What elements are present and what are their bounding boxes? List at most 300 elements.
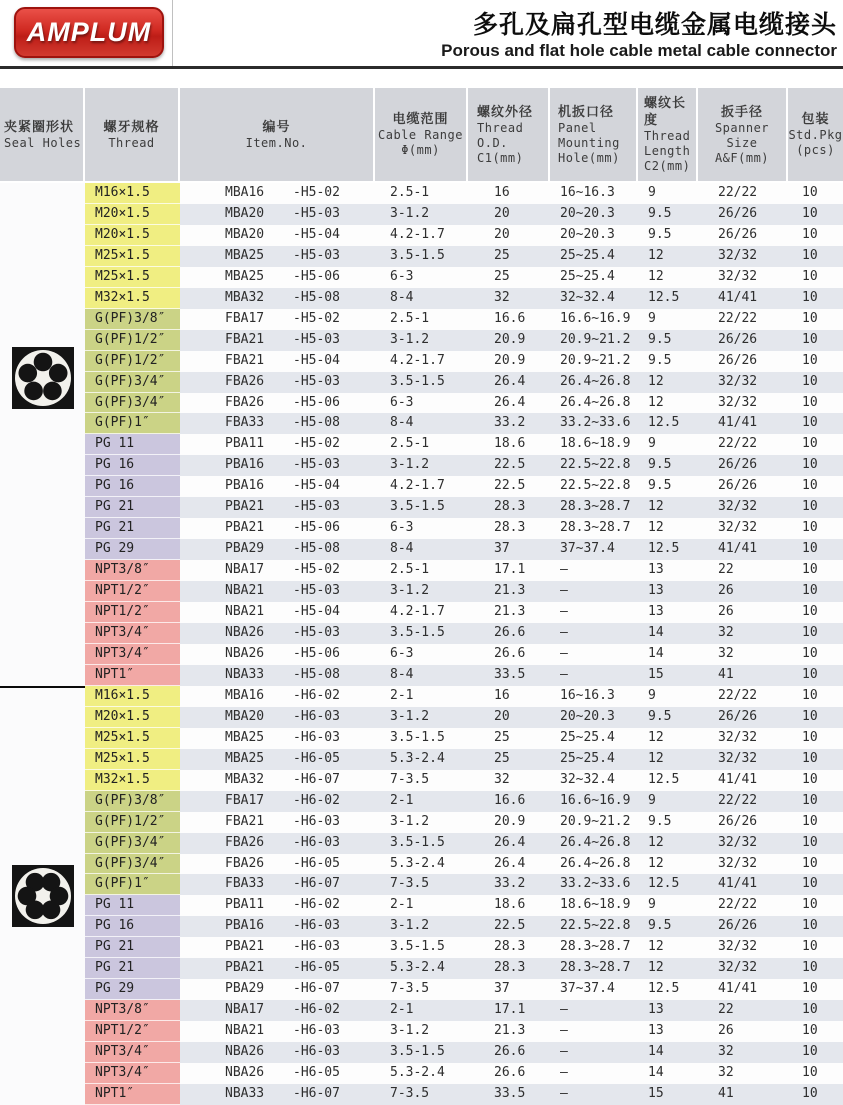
panel-hole-cell: 28.3~28.7 [560, 960, 631, 976]
item-prefix: FBA33 [225, 415, 265, 431]
std-pkg-cell: 10 [802, 583, 818, 599]
table-row [85, 1021, 843, 1042]
column-header-cn: 螺纹长度 [644, 96, 687, 128]
panel-hole-cell: 22.5~22.8 [560, 478, 631, 494]
item-suffix: -H5-04 [293, 604, 340, 620]
spanner-size-cell: 41/41 [718, 981, 758, 997]
table-row [85, 1042, 843, 1063]
item-prefix: PBA21 [225, 960, 265, 976]
std-pkg-cell: 10 [802, 247, 818, 263]
spanner-size-cell: 26/26 [718, 205, 758, 221]
spanner-size-cell: 22 [718, 1002, 734, 1018]
spanner-size-cell: 32/32 [718, 939, 758, 955]
column-header-od [468, 88, 550, 181]
thread-spec-cell: PG 21 [85, 958, 180, 979]
item-no-cell [180, 330, 375, 351]
thread-length-cell: 12 [648, 939, 664, 955]
thread-spec-cell: PG 16 [85, 455, 180, 476]
column-header-en: Hole(mm) [558, 150, 620, 165]
std-pkg-cell: 10 [802, 813, 818, 829]
thread-spec-cell: M25×1.5 [85, 267, 180, 288]
spanner-size-cell: 32 [718, 645, 734, 661]
spanner-size-cell: 26/26 [718, 478, 758, 494]
item-prefix: NBA33 [225, 666, 265, 682]
table-header-row [0, 88, 843, 181]
std-pkg-cell: 10 [802, 604, 818, 620]
item-suffix: -H5-08 [293, 666, 340, 682]
item-no-cell [180, 476, 375, 497]
column-header-en: C2(mm) [644, 159, 691, 173]
item-no-cell [180, 309, 375, 330]
std-pkg-cell: 10 [802, 981, 818, 997]
table-body [0, 183, 843, 1105]
thread-spec-cell: G(PF)1″ [85, 413, 180, 434]
thread-length-cell: 9.5 [648, 457, 672, 473]
table-row [85, 518, 843, 539]
table-row [85, 749, 843, 770]
header-rule [0, 66, 843, 69]
cable-range-cell: 2-1 [390, 897, 414, 913]
table-row [85, 372, 843, 393]
thread-spec-cell: M25×1.5 [85, 728, 180, 749]
item-prefix: PBA16 [225, 918, 265, 934]
thread-length-cell: 12 [648, 499, 664, 515]
thread-spec-cell: G(PF)3/8″ [85, 791, 180, 812]
thread-od-cell: 33.2 [494, 415, 526, 431]
cable-range-cell: 3-1.2 [390, 813, 430, 829]
panel-hole-cell: – [560, 604, 568, 620]
item-prefix: FBA21 [225, 331, 265, 347]
seal-5-holes-icon [12, 347, 74, 409]
title-english: Porous and flat hole cable metal cable connector [441, 41, 837, 60]
spanner-size-cell: 26/26 [718, 457, 758, 473]
cable-range-cell: 3.5-1.5 [390, 834, 445, 850]
thread-length-cell: 12.5 [648, 981, 680, 997]
std-pkg-cell: 10 [802, 1023, 818, 1039]
amplum-logo [14, 7, 164, 58]
thread-od-cell: 37 [494, 541, 510, 557]
panel-hole-cell: 33.2~33.6 [560, 876, 631, 892]
cable-range-cell: 3.5-1.5 [390, 499, 445, 515]
item-no-cell [180, 979, 375, 1000]
spanner-size-cell: 41/41 [718, 876, 758, 892]
spanner-size-cell: 32/32 [718, 960, 758, 976]
item-no-cell [180, 539, 375, 560]
table-row [85, 854, 843, 875]
thread-spec-cell: NPT3/4″ [85, 1042, 180, 1063]
thread-od-cell: 20.9 [494, 331, 526, 347]
item-no-cell [180, 1063, 375, 1084]
table-row [85, 581, 843, 602]
thread-length-cell: 13 [648, 562, 664, 578]
spanner-size-cell: 22 [718, 562, 734, 578]
item-suffix: -H6-07 [293, 981, 340, 997]
std-pkg-cell: 10 [802, 708, 818, 724]
thread-od-cell: 26.4 [494, 834, 526, 850]
thread-length-cell: 9.5 [648, 813, 672, 829]
item-prefix: MBA20 [225, 226, 265, 242]
column-header-en: A&F(mm) [714, 150, 770, 165]
cable-range-cell: 3.5-1.5 [390, 1044, 445, 1060]
cable-range-cell: 2.5-1 [390, 436, 430, 452]
cable-range-cell: 6-3 [390, 394, 414, 410]
thread-length-cell: 13 [648, 1002, 664, 1018]
thread-od-cell: 22.5 [494, 478, 526, 494]
thread-length-cell: 9.5 [648, 708, 672, 724]
thread-length-cell: 15 [648, 666, 664, 682]
thread-od-cell: 16 [494, 687, 510, 703]
thread-od-cell: 22.5 [494, 918, 526, 934]
item-suffix: -H5-02 [293, 185, 340, 200]
column-header-pkg [788, 88, 843, 181]
cable-range-cell: 3-1.2 [390, 918, 430, 934]
panel-hole-cell: – [560, 1044, 568, 1060]
item-suffix: -H6-03 [293, 708, 340, 724]
item-prefix: FBA26 [225, 834, 265, 850]
std-pkg-cell: 10 [802, 687, 818, 703]
std-pkg-cell: 10 [802, 645, 818, 661]
cable-range-cell: 8-4 [390, 415, 414, 431]
table-row [85, 958, 843, 979]
spanner-size-cell: 26 [718, 583, 734, 599]
item-no-cell [180, 413, 375, 434]
table-row [85, 665, 843, 686]
column-header-cn: 扳手径 [720, 104, 763, 120]
thread-spec-cell: PG 11 [85, 434, 180, 455]
std-pkg-cell: 10 [802, 226, 818, 242]
thread-length-cell: 14 [648, 645, 664, 661]
thread-od-cell: 28.3 [494, 499, 526, 515]
item-prefix: PBA29 [225, 981, 265, 997]
std-pkg-cell: 10 [802, 897, 818, 913]
item-suffix: -H5-08 [293, 289, 340, 305]
cable-range-cell: 7-3.5 [390, 771, 430, 787]
thread-length-cell: 12 [648, 729, 664, 745]
item-prefix: FBA21 [225, 813, 265, 829]
thread-length-cell: 9 [648, 185, 656, 200]
table-row [85, 351, 843, 372]
item-no-cell [180, 1042, 375, 1063]
thread-length-cell: 9.5 [648, 226, 672, 242]
item-no-cell [180, 434, 375, 455]
table-row [85, 1063, 843, 1084]
thread-od-cell: 16.6 [494, 792, 526, 808]
thread-od-cell: 32 [494, 289, 510, 305]
cable-range-cell: 3-1.2 [390, 457, 430, 473]
item-no-cell [180, 1021, 375, 1042]
cable-range-cell: 3.5-1.5 [390, 247, 445, 263]
table-row [85, 623, 843, 644]
panel-hole-cell: – [560, 562, 568, 578]
thread-length-cell: 13 [648, 583, 664, 599]
panel-hole-cell: 20.9~21.2 [560, 331, 631, 347]
item-suffix: -H5-04 [293, 226, 340, 242]
spanner-size-cell: 41 [718, 1085, 734, 1101]
item-prefix: FBA21 [225, 352, 265, 368]
product-table [0, 88, 843, 1105]
std-pkg-cell: 10 [802, 834, 818, 850]
thread-spec-cell: M16×1.5 [85, 183, 180, 204]
thread-spec-cell: M25×1.5 [85, 246, 180, 267]
item-no-cell [180, 204, 375, 225]
panel-hole-cell: 18.6~18.9 [560, 897, 631, 913]
thread-od-cell: 28.3 [494, 960, 526, 976]
thread-od-cell: 20.9 [494, 813, 526, 829]
thread-od-cell: 18.6 [494, 897, 526, 913]
thread-length-cell: 12 [648, 247, 664, 263]
item-prefix: MBA16 [225, 185, 265, 200]
panel-hole-cell: – [560, 645, 568, 661]
thread-spec-cell: PG 11 [85, 895, 180, 916]
item-suffix: -H5-02 [293, 562, 340, 578]
item-prefix: MBA25 [225, 247, 265, 263]
table-row [85, 1084, 843, 1105]
thread-length-cell: 12.5 [648, 771, 680, 787]
spanner-size-cell: 26/26 [718, 813, 758, 829]
column-header-en: Std.Pkg [788, 128, 843, 142]
column-header-thread [85, 88, 180, 181]
item-prefix: MBA32 [225, 289, 265, 305]
column-header-en: Spanner Size [714, 120, 770, 150]
item-suffix: -H5-04 [293, 352, 340, 368]
spanner-size-cell: 26 [718, 604, 734, 620]
thread-length-cell: 9.5 [648, 331, 672, 347]
thread-length-cell: 12.5 [648, 415, 680, 431]
table-row [85, 476, 843, 497]
std-pkg-cell: 10 [802, 436, 818, 452]
table-row [85, 812, 843, 833]
table-row [85, 728, 843, 749]
thread-spec-cell: NPT3/8″ [85, 1000, 180, 1021]
item-no-cell [180, 665, 375, 686]
thread-spec-cell: M32×1.5 [85, 770, 180, 791]
thread-spec-cell: G(PF)1/2″ [85, 351, 180, 372]
item-no-cell [180, 854, 375, 875]
item-prefix: MBA20 [225, 708, 265, 724]
item-no-cell [180, 518, 375, 539]
cable-range-cell: 4.2-1.7 [390, 478, 445, 494]
item-no-cell [180, 874, 375, 895]
thread-length-cell: 9 [648, 687, 656, 703]
item-no-cell [180, 393, 375, 414]
table-row [85, 267, 843, 288]
seal-holes-cell [0, 686, 85, 1105]
cable-range-cell: 6-3 [390, 520, 414, 536]
item-prefix: MBA20 [225, 205, 265, 221]
panel-hole-cell: 16.6~16.9 [560, 792, 631, 808]
panel-hole-cell: 20~20.3 [560, 708, 615, 724]
spanner-size-cell: 22/22 [718, 897, 758, 913]
cable-range-cell: 4.2-1.7 [390, 226, 445, 242]
std-pkg-cell: 10 [802, 1085, 818, 1101]
column-header-spanner [698, 88, 788, 181]
panel-hole-cell: 33.2~33.6 [560, 415, 631, 431]
panel-hole-cell: – [560, 1085, 568, 1101]
std-pkg-cell: 10 [802, 541, 818, 557]
spanner-size-cell: 41/41 [718, 771, 758, 787]
column-header-en: Item.No. [245, 135, 308, 150]
thread-length-cell: 9.5 [648, 205, 672, 221]
item-prefix: FBA17 [225, 310, 265, 326]
cable-range-cell: 7-3.5 [390, 1085, 430, 1101]
spanner-size-cell: 26/26 [718, 708, 758, 724]
table-row [85, 288, 843, 309]
thread-length-cell: 13 [648, 604, 664, 620]
item-no-cell [180, 749, 375, 770]
std-pkg-cell: 10 [802, 750, 818, 766]
item-suffix: -H5-03 [293, 247, 340, 263]
thread-length-cell: 14 [648, 625, 664, 641]
item-no-cell [180, 497, 375, 518]
spanner-size-cell: 26/26 [718, 352, 758, 368]
thread-length-cell: 9 [648, 436, 656, 452]
thread-spec-cell: PG 29 [85, 539, 180, 560]
cable-range-cell: 6-3 [390, 268, 414, 284]
item-no-cell [180, 1084, 375, 1105]
cable-range-cell: 2-1 [390, 1002, 414, 1018]
item-suffix: -H5-03 [293, 331, 340, 347]
panel-hole-cell: – [560, 1023, 568, 1039]
std-pkg-cell: 10 [802, 478, 818, 494]
thread-length-cell: 14 [648, 1065, 664, 1081]
column-header-en: (pcs) [796, 143, 835, 157]
item-prefix: PBA16 [225, 478, 265, 494]
thread-spec-cell: M20×1.5 [85, 204, 180, 225]
std-pkg-cell: 10 [802, 331, 818, 347]
std-pkg-cell: 10 [802, 415, 818, 431]
panel-hole-cell: 32~32.4 [560, 289, 615, 305]
table-row [85, 874, 843, 895]
column-header-en: O.D. [477, 135, 508, 150]
item-prefix: FBA17 [225, 792, 265, 808]
item-suffix: -H6-03 [293, 834, 340, 850]
thread-od-cell: 18.6 [494, 436, 526, 452]
std-pkg-cell: 10 [802, 352, 818, 368]
thread-spec-cell: G(PF)1/2″ [85, 330, 180, 351]
table-row [85, 770, 843, 791]
thread-spec-cell: M32×1.5 [85, 288, 180, 309]
item-prefix: FBA26 [225, 394, 265, 410]
item-prefix: MBA32 [225, 771, 265, 787]
seal-image-wrap [12, 347, 74, 409]
item-prefix: NBA17 [225, 1002, 265, 1018]
item-no-cell [180, 225, 375, 246]
cable-range-cell: 4.2-1.7 [390, 352, 445, 368]
cable-range-cell: 3.5-1.5 [390, 625, 445, 641]
panel-hole-cell: 16~16.3 [560, 185, 615, 200]
panel-hole-cell: 28.3~28.7 [560, 939, 631, 955]
item-prefix: PBA16 [225, 457, 265, 473]
panel-hole-cell: 26.4~26.8 [560, 834, 631, 850]
item-prefix: PBA21 [225, 499, 265, 515]
item-no-cell [180, 351, 375, 372]
spanner-size-cell: 32/32 [718, 247, 758, 263]
thread-od-cell: 16.6 [494, 310, 526, 326]
cable-range-cell: 3.5-1.5 [390, 373, 445, 389]
thread-spec-cell: G(PF)1″ [85, 874, 180, 895]
item-suffix: -H6-03 [293, 1044, 340, 1060]
spanner-size-cell: 26/26 [718, 331, 758, 347]
item-prefix: NBA21 [225, 604, 265, 620]
thread-spec-cell: M16×1.5 [85, 686, 180, 707]
thread-length-cell: 12 [648, 268, 664, 284]
header-vertical-divider [172, 0, 173, 66]
cable-range-cell: 3.5-1.5 [390, 939, 445, 955]
cable-range-cell: 2.5-1 [390, 310, 430, 326]
item-suffix: -H5-06 [293, 268, 340, 284]
item-suffix: -H5-03 [293, 583, 340, 599]
spanner-size-cell: 26/26 [718, 918, 758, 934]
thread-spec-cell: NPT3/8″ [85, 560, 180, 581]
std-pkg-cell: 10 [802, 876, 818, 892]
thread-spec-cell: M20×1.5 [85, 707, 180, 728]
item-suffix: -H5-03 [293, 457, 340, 473]
thread-od-cell: 16 [494, 185, 510, 200]
spanner-size-cell: 41 [718, 666, 734, 682]
table-row [85, 937, 843, 958]
series-section-h5 [0, 183, 843, 686]
panel-hole-cell: 26.4~26.8 [560, 855, 631, 871]
thread-length-cell: 12.5 [648, 541, 680, 557]
table-row [85, 204, 843, 225]
thread-od-cell: 25 [494, 729, 510, 745]
cable-range-cell: 7-3.5 [390, 981, 430, 997]
item-suffix: -H6-05 [293, 750, 340, 766]
std-pkg-cell: 10 [802, 373, 818, 389]
cable-range-cell: 3.5-1.5 [390, 729, 445, 745]
item-no-cell [180, 560, 375, 581]
table-row [85, 393, 843, 414]
panel-hole-cell: 20.9~21.2 [560, 352, 631, 368]
panel-hole-cell: 26.4~26.8 [560, 373, 631, 389]
std-pkg-cell: 10 [802, 855, 818, 871]
cable-range-cell: 2.5-1 [390, 185, 430, 200]
panel-hole-cell: 18.6~18.9 [560, 436, 631, 452]
column-header-item [180, 88, 375, 181]
thread-spec-cell: G(PF)3/4″ [85, 393, 180, 414]
panel-hole-cell: 28.3~28.7 [560, 499, 631, 515]
std-pkg-cell: 10 [802, 939, 818, 955]
item-suffix: -H6-05 [293, 960, 340, 976]
item-suffix: -H6-07 [293, 1085, 340, 1101]
panel-hole-cell: 25~25.4 [560, 729, 615, 745]
thread-spec-cell: G(PF)1/2″ [85, 812, 180, 833]
thread-od-cell: 26.6 [494, 625, 526, 641]
thread-od-cell: 25 [494, 247, 510, 263]
item-no-cell [180, 895, 375, 916]
item-no-cell [180, 791, 375, 812]
item-suffix: -H6-02 [293, 687, 340, 703]
thread-od-cell: 26.4 [494, 394, 526, 410]
spanner-size-cell: 22/22 [718, 185, 758, 200]
item-prefix: FBA33 [225, 876, 265, 892]
thread-od-cell: 22.5 [494, 457, 526, 473]
panel-hole-cell: 26.4~26.8 [560, 394, 631, 410]
cable-range-cell: 8-4 [390, 666, 414, 682]
std-pkg-cell: 10 [802, 562, 818, 578]
column-header-length [638, 88, 698, 181]
item-prefix: NBA26 [225, 1044, 265, 1060]
thread-length-cell: 14 [648, 1044, 664, 1060]
thread-od-cell: 21.3 [494, 604, 526, 620]
thread-od-cell: 28.3 [494, 520, 526, 536]
thread-length-cell: 9.5 [648, 478, 672, 494]
column-header-cn: 机扳口径 [558, 104, 615, 120]
item-prefix: PBA21 [225, 520, 265, 536]
item-suffix: -H6-03 [293, 729, 340, 745]
panel-hole-cell: 20~20.3 [560, 205, 615, 221]
thread-od-cell: 17.1 [494, 562, 526, 578]
